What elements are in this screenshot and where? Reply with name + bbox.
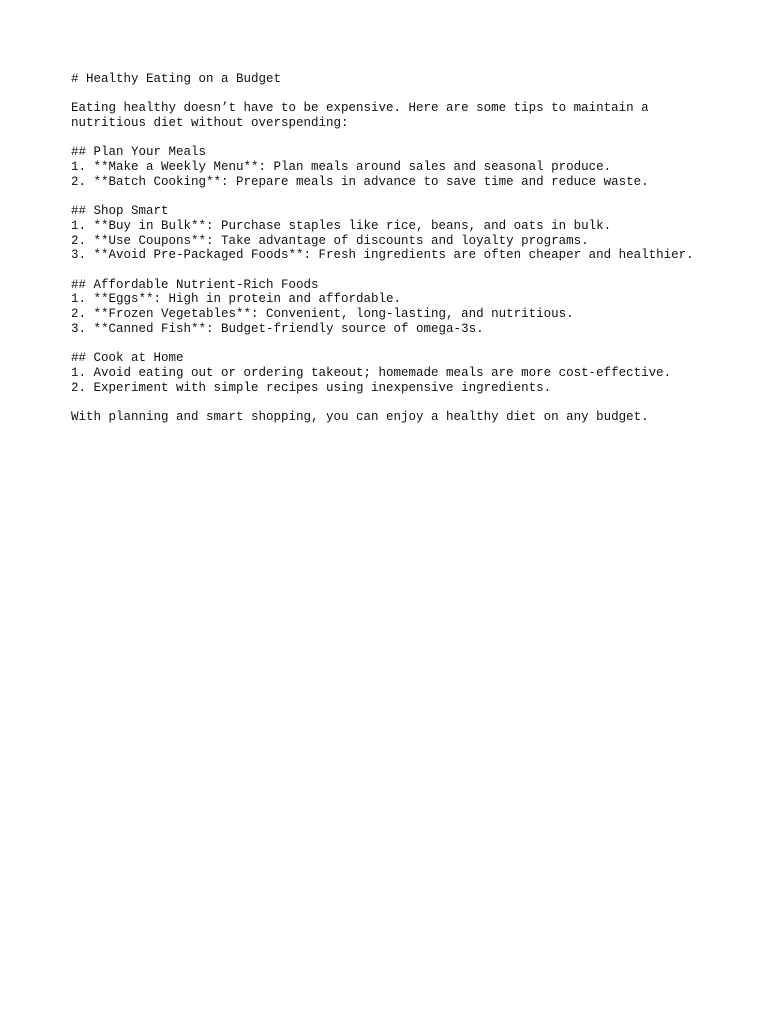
intro-line: Eating healthy doesn’t have to be expensive. Here are some tips to maintain a — [71, 101, 649, 116]
list-item: 1. **Eggs**: High in protein and affordable. — [71, 292, 402, 307]
section-heading-plan-meals: ## Plan Your Meals — [71, 145, 207, 160]
section-heading-shop-smart: ## Shop Smart — [71, 204, 169, 219]
list-item: 3. **Avoid Pre-Packaged Foods**: Fresh ingredients are often cheaper and healthier. — [71, 248, 694, 263]
spacer — [71, 131, 741, 146]
spacer — [71, 87, 741, 102]
list-item: 2. **Batch Cooking**: Prepare meals in advance to save time and reduce waste. — [71, 174, 649, 189]
closing-line: With planning and smart shopping, you can enjoy a healthy diet on any budget. — [71, 410, 649, 425]
list-item: 2. **Frozen Vegetables**: Convenient, long-lasting, and nutritious. — [71, 307, 574, 322]
document-title: # Healthy Eating on a Budget — [71, 72, 282, 86]
section-heading-nutrient-foods: ## Affordable Nutrient-Rich Foods — [71, 277, 319, 292]
spacer — [71, 263, 741, 278]
spacer — [71, 190, 741, 205]
list-item: 2. Experiment with simple recipes using inexpensive ingredients. — [71, 380, 552, 395]
document-body — [71, 72, 741, 425]
list-item: 2. **Use Coupons**: Take advantage of discounts and loyalty programs. — [71, 233, 589, 248]
intro-line: nutritious diet without overspending: — [71, 116, 349, 131]
list-item: 3. **Canned Fish**: Budget-friendly source of omega-3s. — [71, 321, 484, 336]
spacer — [71, 395, 741, 410]
list-item: 1. Avoid eating out or ordering takeout; homemade meals are more cost-effective. — [71, 365, 672, 380]
spacer — [71, 337, 741, 352]
section-heading-cook-home: ## Cook at Home — [71, 351, 184, 366]
list-item: 1. **Buy in Bulk**: Purchase staples like rice, beans, and oats in bulk. — [71, 218, 612, 233]
list-item: 1. **Make a Weekly Menu**: Plan meals around sales and seasonal produce. — [71, 160, 612, 175]
